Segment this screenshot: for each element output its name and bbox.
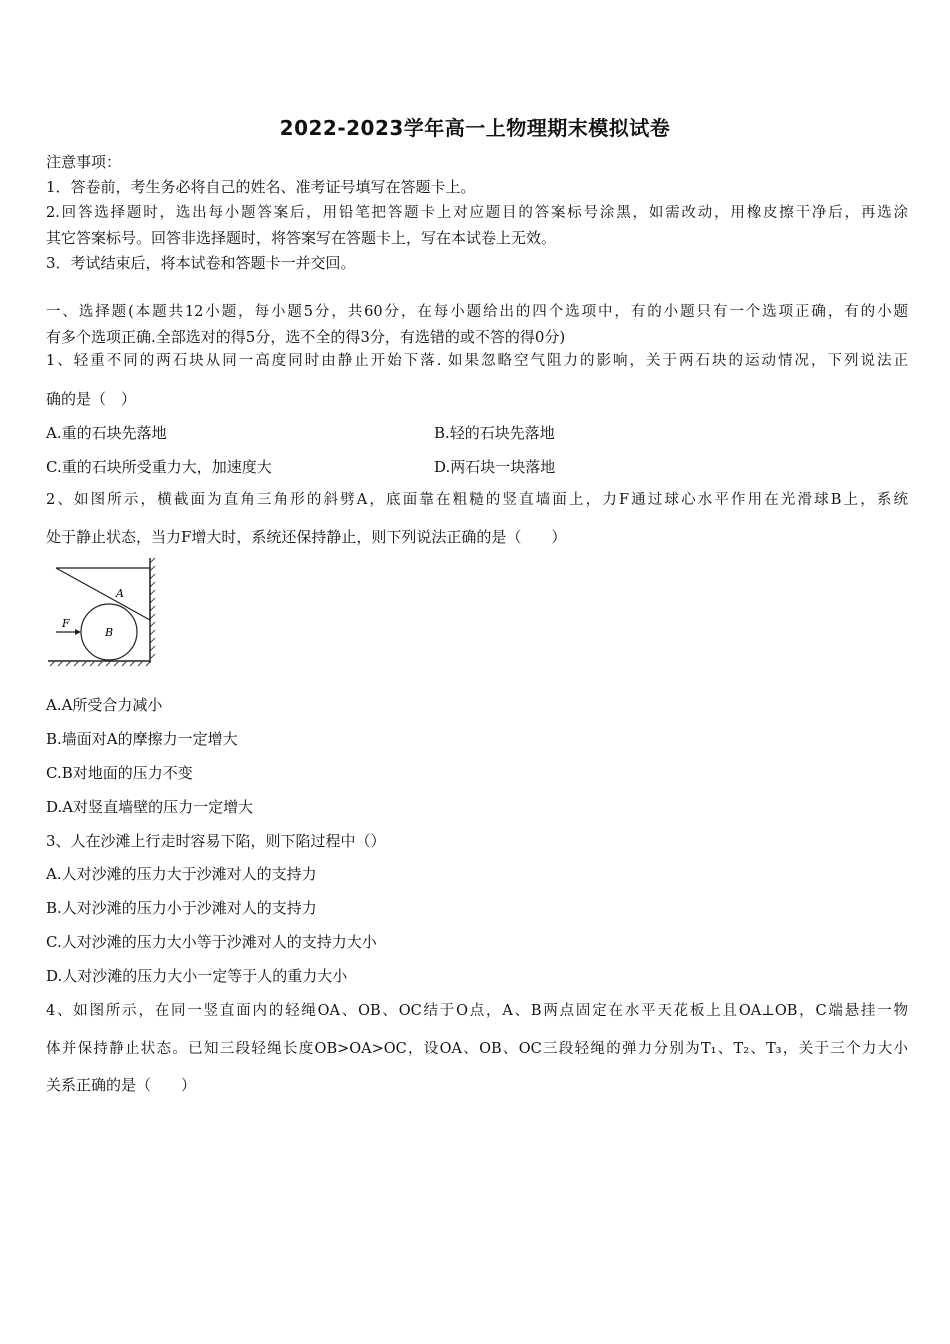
wedge-a: [56, 568, 150, 620]
label-f: F: [62, 617, 70, 630]
q4-stem-line1: 4、如图所示，在同一竖直面内的轻绳OA、OB、OC结于O点，A、B两点固定在水平天花板上且OA⊥OB，C端悬挂一物: [46, 1003, 908, 1019]
notice-item-1: 1．答卷前，考生务必将自己的姓名、准考证号填写在答题卡上。: [46, 178, 476, 196]
q1-option-b: B.轻的石块先落地: [434, 424, 555, 442]
q3-option-b: B.人对沙滩的压力小于沙滩对人的支持力: [46, 899, 317, 917]
page-title: 2022-2023学年高一上物理期末模拟试卷: [279, 116, 671, 140]
q3-option-a: A.人对沙滩的压力大于沙滩对人的支持力: [46, 865, 317, 883]
q2-stem-line2: 处于静止状态，当力F增大时，系统还保持静止，则下列说法正确的是（ ）: [46, 528, 567, 546]
q3-option-d: D.人对沙滩的压力大小一定等于人的重力大小: [46, 967, 348, 985]
q1-stem-line2: 确的是（ ）: [46, 390, 137, 408]
notice-item-3: 3．考试结束后，将本试卷和答题卡一并交回。: [46, 254, 356, 272]
notice-heading: 注意事项：: [46, 153, 122, 171]
notice-item-2: 2.回答选择题时，选出每小题答案后，用铅笔把答题卡上对应题目的答案标号涂黑，如需改动，用橡皮擦干净后，再选涂: [46, 205, 908, 221]
q4-stem-line3: 关系正确的是（ ）: [46, 1076, 197, 1094]
section-heading-cont: 有多个选项正确.全部选对的得5分，选不全的得3分，有选错的或不答的得0分): [46, 328, 566, 346]
force-arrowhead: [75, 629, 81, 635]
q2-stem-line1: 2、如图所示，横截面为直角三角形的斜劈A，底面靠在粗糙的竖直墙面上，力F通过球心水平作用在光滑球B上，系统: [46, 492, 908, 508]
section-heading: 一、选择题(本题共12小题，每小题5分，共60分，在每小题给出的四个选项中，有的小题只有一个选项正确，有的小题: [46, 304, 908, 320]
label-b: B: [105, 626, 114, 639]
q1-option-a: A.重的石块先落地: [46, 424, 167, 442]
q4-stem-line2: 体并保持静止状态。已知三段轻绳长度OB>OA>OC，设OA、OB、OC三段轻绳的弹力分别为T₁、T₂、T₃，关于三个力大小: [46, 1041, 908, 1057]
q2-option-b: B.墙面对A的摩擦力一定增大: [46, 730, 238, 748]
q2-option-c: C.B对地面的压力不变: [46, 764, 193, 782]
q3-stem: 3、人在沙滩上行走时容易下陷，则下陷过程中（）: [46, 832, 386, 850]
q2-option-d: D.A对竖直墙壁的压力一定增大: [46, 798, 254, 816]
q3-option-c: C.人对沙滩的压力大小等于沙滩对人的支持力大小: [46, 933, 377, 951]
notice-item-2-cont: 其它答案标号。回答非选择题时，将答案写在答题卡上，写在本试卷上无效。: [46, 229, 557, 247]
q1-option-c: C.重的石块所受重力大，加速度大: [46, 458, 272, 476]
q1-option-d: D.两石块一块落地: [434, 458, 556, 476]
label-a: A: [116, 587, 124, 600]
q2-option-a: A.A所受合力减小: [46, 696, 163, 714]
q1-stem-line1: 1、轻重不同的两石块从同一高度同时由静止开始下落. 如果忽略空气阻力的影响，关于两石块的运动情况，下列说法正: [46, 353, 908, 369]
wedge-ball-diagram: [44, 555, 159, 670]
